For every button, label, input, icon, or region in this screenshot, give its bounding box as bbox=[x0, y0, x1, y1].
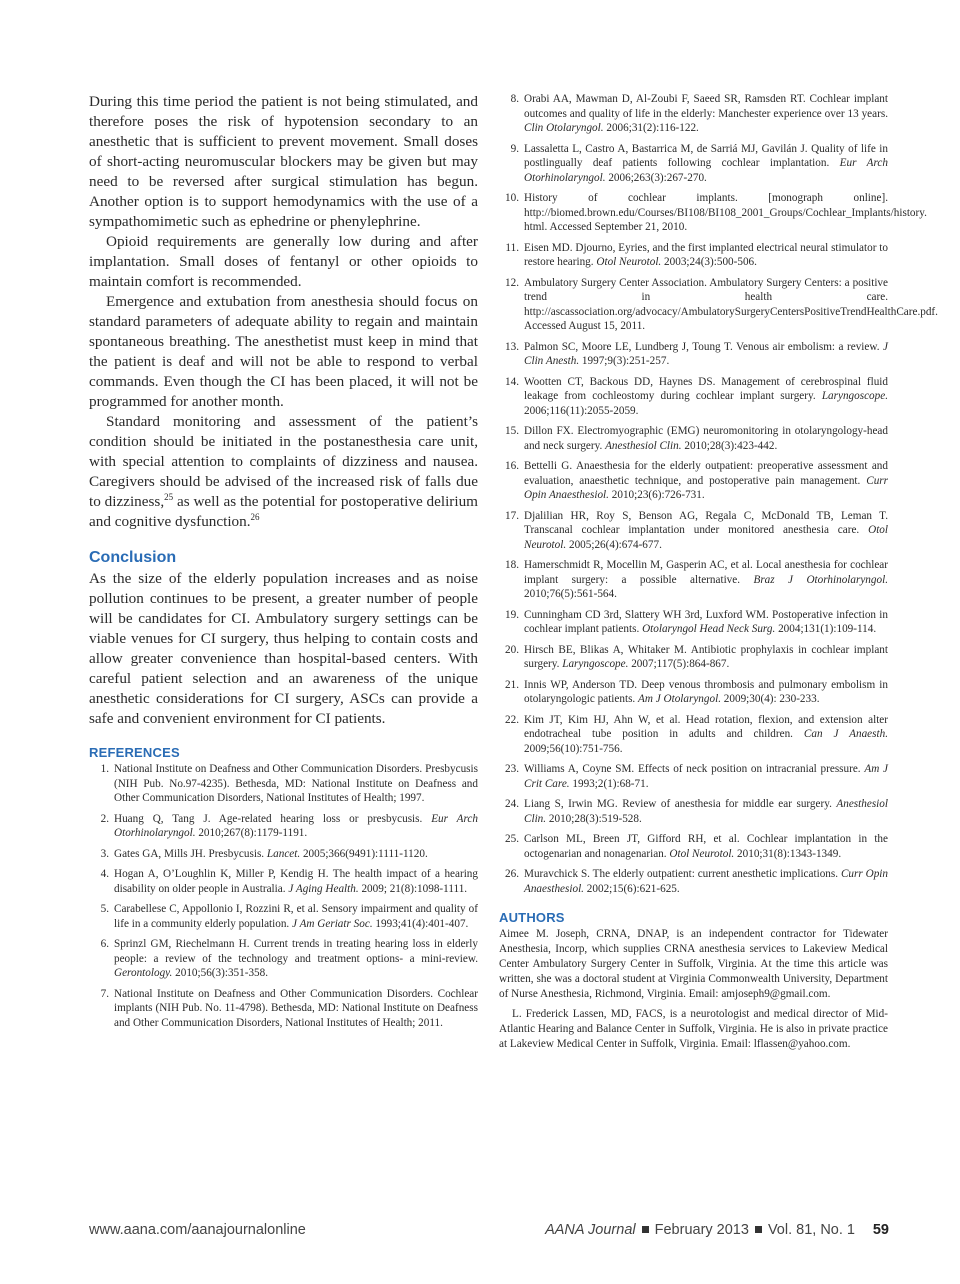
reference-number: 23. bbox=[505, 763, 519, 775]
reference-journal: Lancet. bbox=[266, 847, 301, 860]
reference-details: 1997;9(3):251-257. bbox=[579, 355, 670, 367]
reference-text: Dillon FX. Electromyographic (EMG) neuromonitoring in otolaryngology-head and neck surgery. bbox=[524, 425, 888, 452]
reference-item bbox=[499, 459, 888, 503]
reference-number: 8. bbox=[510, 93, 519, 105]
reference-text: Palmon SC, Moore LE, Lundberg J, Toung T. Venous air embolism: a review. bbox=[524, 340, 884, 353]
reference-details: 2010;28(3):423-442. bbox=[681, 439, 778, 452]
references-list-right bbox=[499, 92, 938, 896]
square-bullet-icon bbox=[755, 1226, 762, 1233]
right-column bbox=[499, 92, 938, 1057]
reference-item bbox=[89, 902, 478, 931]
reference-text: Sprinzl GM, Riechelmann H. Current trends in treating hearing loss in elderly people: a review of the technology and treatment options- a mini-review. bbox=[114, 938, 478, 965]
reference-text: Huang Q, Tang J. Age-related hearing loss or presbycusis. bbox=[114, 812, 432, 825]
reference-item bbox=[499, 191, 927, 235]
reference-journal: J Clin Anesth. bbox=[524, 340, 888, 367]
reference-details: 2004;131(1):109-114. bbox=[775, 623, 877, 635]
reference-item bbox=[499, 608, 888, 637]
reference-details: 2003;24(3):500-506. bbox=[661, 256, 757, 268]
reference-item bbox=[499, 92, 888, 136]
reference-item bbox=[499, 340, 888, 369]
body-paragraph-2: Opioid requirements are generally low during and after implantation. Small doses of fentanyl or other opioids to maintain comfort is recommended. bbox=[89, 233, 478, 290]
reference-details: 2010;28(3):519-528. bbox=[546, 812, 642, 825]
reference-number: 26. bbox=[505, 868, 519, 880]
reference-text: Orabi AA, Mawman D, Al-Zoubi F, Saeed SR, Ramsden RT. Cochlear implant outcomes and quality of life in the elderly: Manchester experience over 13 years. bbox=[524, 93, 888, 120]
issue-date: February 2013 bbox=[654, 1222, 749, 1238]
references-list-left bbox=[89, 762, 478, 1030]
reference-item bbox=[499, 241, 888, 270]
reference-number: 10. bbox=[505, 192, 519, 204]
reference-details: 2002;15(6):621-625. bbox=[583, 882, 680, 895]
reference-journal: Otol Neurotol. bbox=[669, 847, 735, 860]
reference-item bbox=[499, 276, 938, 334]
reference-text: Wootten CT, Backous DD, Haynes DS. Management of cerebrospinal fluid leakage from cochleostomy during cochlear implant surgery. bbox=[524, 375, 888, 402]
reference-text: National Institute on Deafness and Other Communication Disorders. Presbycusis (NIH Pub. No.97-4235). Bethesda, MD: National Institute on Deafness and Other Communication Disorders, National Institutes of Health; 1997. bbox=[114, 763, 478, 804]
reference-number: 3. bbox=[100, 847, 109, 860]
reference-item bbox=[89, 987, 478, 1031]
reference-text: Hirsch BE, Blikas A, Whitaker M. Antibiotic prophylaxis in cochlear implant surgery. bbox=[524, 643, 888, 670]
reference-text: Liang S, Irwin MG. Review of anesthesia for middle ear surgery. bbox=[524, 798, 837, 810]
reference-text: Hamerschmidt R, Mocellin M, Gasperin AC, et al. Local anesthesia for cochlear implant surgery: a possible alternative. bbox=[524, 559, 888, 586]
reference-journal: Otol Neurotol. bbox=[524, 524, 888, 551]
reference-text: Kim JT, Kim HJ, Ahn W, et al. Head rotation, flexion, and extension alter endotracheal tube position in adults and children. bbox=[524, 713, 888, 740]
reference-journal: Braz J Otorhinolaryngol. bbox=[753, 573, 888, 586]
reference-journal: Laryngoscope. bbox=[821, 390, 888, 402]
reference-text: Cunningham CD 3rd, Slattery WH 3rd, Luxford WM. Postoperative infection in cochlear implant patients. bbox=[524, 608, 888, 635]
reference-number: 19. bbox=[505, 608, 519, 621]
volume-number: Vol. 81, No. 1 bbox=[767, 1222, 855, 1238]
reference-details: 2007;117(5):864-867. bbox=[628, 658, 730, 670]
page-footer bbox=[89, 1222, 889, 1242]
reference-details: 2009; 21(8):1098-1111. bbox=[358, 882, 468, 895]
reference-details: 2005;26(4):674-677. bbox=[566, 538, 662, 551]
citation-25: 25 bbox=[164, 491, 174, 502]
reference-text: Carlson ML, Breen JT, Gifford RH, et al. Cochlear implantation in the octogenarian and nonagenarian. bbox=[524, 833, 888, 860]
reference-text: Muravchick S. The elderly outpatient: current anesthetic implications. bbox=[524, 868, 841, 880]
journal-citation bbox=[545, 1222, 855, 1238]
reference-text: Eisen MD. Djourno, Eyries, and the first implanted electrical neural stimulator to restore hearing. bbox=[524, 241, 888, 268]
reference-details: 2009;56(10):751-756. bbox=[524, 742, 623, 755]
reference-journal: J Am Geriatr Soc. bbox=[292, 917, 373, 930]
left-column bbox=[89, 92, 478, 1036]
page-number: 59 bbox=[872, 1222, 889, 1238]
reference-details: 2010;31(8):1343-1349. bbox=[734, 847, 842, 860]
body-paragraph-1: During this time period the patient is not being stimulated, and therefore poses the risk of hypotension secondary to an anesthetic that is sufficient to prevent movement. Small doses of short-acting neuromuscular blockers may be given but may need to be reversed after surgical stimulation has begun. Another option is to support hemodynamics with the use of a sympathomimetic such as ephedrine or phenylephrine. bbox=[89, 93, 478, 230]
reference-number: 12. bbox=[505, 276, 519, 289]
reference-item bbox=[499, 375, 888, 419]
references-heading: REFERENCES bbox=[89, 745, 180, 760]
reference-item bbox=[499, 424, 888, 453]
reference-details: 2006;116(11):2055-2059. bbox=[524, 404, 639, 417]
reference-journal: Anesthesiol Clin. bbox=[524, 798, 888, 825]
reference-number: 15. bbox=[505, 425, 519, 437]
reference-journal: Eur Arch Otorhinolaryngol. bbox=[524, 157, 888, 184]
reference-item bbox=[499, 509, 888, 553]
reference-item bbox=[499, 832, 888, 861]
reference-journal: Can J Anaesth. bbox=[803, 728, 888, 740]
reference-journal: Curr Opin Anaesthesiol. bbox=[524, 474, 888, 501]
reference-text: Lassaletta L, Castro A, Bastarrica M, de Sarriá MJ, Gavilán J. Quality of life in postlingually deaf patients following cochlear implantation. bbox=[524, 142, 888, 169]
reference-text: Djalilian HR, Roy S, Benson AG, Regala C, McDonald TB, Leman T. Transcanal cochlear implantation under monitored anesthesia care. bbox=[524, 509, 888, 536]
reference-text: Carabellese C, Appollonio I, Rozzini R, et al. Sensory impairment and quality of life in a community elderly population. bbox=[114, 903, 478, 930]
reference-number: 20. bbox=[505, 643, 519, 656]
reference-details: 2010;267(8):1179-1191. bbox=[195, 827, 308, 839]
reference-journal: Curr Opin Anaesthesiol. bbox=[524, 868, 888, 895]
reference-item bbox=[499, 643, 888, 672]
reference-item bbox=[499, 867, 888, 896]
reference-text: Bettelli G. Anaesthesia for the elderly outpatient: preoperative assessment and evaluation, anaesthetic technique, and postoperative pain management. bbox=[524, 460, 888, 487]
body-paragraph-3: Emergence and extubation from anesthesia should focus on standard parameters of adequate ability to regain and maintain spontaneous breathing. The anesthetist must keep in mind that the patient is deaf and will not be able to respond to verbal commands. Even though the CI has been placed, it will not be programmed for another month. bbox=[89, 293, 478, 410]
reference-number: 16. bbox=[505, 460, 519, 472]
reference-journal: Anesthesiol Clin. bbox=[605, 439, 682, 452]
reference-number: 14. bbox=[505, 375, 519, 388]
reference-item bbox=[499, 713, 888, 757]
body-paragraph-4 bbox=[89, 412, 478, 532]
authors-heading: AUTHORS bbox=[499, 910, 565, 925]
reference-details: 2010;23(6):726-731. bbox=[608, 489, 705, 501]
reference-text: Ambulatory Surgery Center Association. Ambulatory Surgery Centers: a positive trend in health care. http://ascassociation.org/advocacy/AmbulatorySurgeryCentersPositiveTrendHealthCare.pdf. Accessed August 15, 2011. bbox=[524, 276, 938, 332]
reference-details: 2010;56(3):351-358. bbox=[172, 967, 269, 979]
journal-name: AANA Journal bbox=[545, 1222, 636, 1238]
reference-text: Williams A, Coyne SM. Effects of neck position on intracranial pressure. bbox=[524, 763, 865, 775]
reference-item bbox=[499, 558, 888, 602]
reference-journal: Am J Otolaryngol. bbox=[638, 693, 721, 705]
square-bullet-icon bbox=[642, 1226, 649, 1233]
reference-item bbox=[89, 847, 478, 862]
reference-number: 2. bbox=[100, 812, 109, 825]
reference-item bbox=[89, 937, 478, 981]
citation-26: 26 bbox=[250, 511, 260, 522]
reference-item bbox=[89, 812, 478, 841]
reference-number: 11. bbox=[505, 241, 519, 254]
reference-details: 2010;76(5):561-564. bbox=[524, 588, 617, 600]
reference-details: 2009;30(4): 230-233. bbox=[721, 693, 820, 705]
journal-url-link[interactable]: www.aana.com/aanajournalonline bbox=[89, 1222, 306, 1238]
author-bio-1: Aimee M. Joseph, CRNA, DNAP, is an independent contractor for Tidewater Anesthesia, Incorp, which supplies CRNA anesthesia services to Lakeview Medical Center Ambulatory Surgery Center in Suffolk, Virginia. At the time this article was written, she was a doctoral student at Virginia Commonwealth University, Department of Nurse Anesthesia, Richmond, Virginia. Email: amjoseph9@gmail.com. bbox=[499, 928, 888, 1000]
reference-details: 1993;41(4):401-407. bbox=[372, 917, 469, 930]
conclusion-text: As the size of the elderly population increases and as noise pollution continues to be present, a greater number of people will be candidates for CI. Ambulatory surgery settings can be viable venues for CI surgery, thus helping to contain costs and allow greater convenience than hospital-based centers. With careful patient selection and an awareness of the unique anesthetic considerations for CI surgery, ASCs can provide a safe and convenient environment for CI patients. bbox=[89, 570, 478, 727]
reference-item bbox=[89, 762, 478, 806]
reference-text: Innis WP, Anderson TD. Deep venous thrombosis and pulmonary embolism in otolaryngologic patients. bbox=[524, 678, 888, 705]
reference-journal: Eur Arch Otorhinolaryngol. bbox=[114, 812, 478, 839]
reference-number: 9. bbox=[510, 142, 519, 155]
reference-journal: J Aging Health. bbox=[288, 882, 359, 895]
reference-number: 5. bbox=[100, 903, 109, 915]
reference-item bbox=[499, 762, 888, 791]
reference-text: Gates GA, Mills JH. Presbycusis. bbox=[114, 847, 267, 860]
reference-number: 18. bbox=[505, 559, 519, 571]
reference-journal: Am J Crit Care. bbox=[524, 763, 888, 790]
reference-item bbox=[89, 867, 478, 896]
reference-number: 4. bbox=[100, 868, 109, 880]
reference-journal: Laryngoscope. bbox=[562, 658, 629, 670]
author-bio-2: L. Frederick Lassen, MD, FACS, is a neurotologist and medical director of Mid-Atlantic Hearing and Balance Center in Suffolk, Virginia. He is also in private practice at Lakeview Medical Center in Suffolk, Virginia. Email: lflassen@yahoo.com. bbox=[499, 1008, 888, 1050]
reference-details: 2005;366(9491):1111-1120. bbox=[300, 847, 428, 860]
body-paragraph-4-cont: as well as the potential for postoperative delirium and cognitive dysfunction. bbox=[89, 493, 478, 530]
reference-details: 2006;31(2):116-122. bbox=[603, 122, 699, 134]
reference-number: 1. bbox=[100, 763, 109, 775]
reference-number: 25. bbox=[505, 833, 519, 845]
reference-item bbox=[499, 678, 888, 707]
reference-number: 17. bbox=[505, 509, 519, 522]
reference-number: 6. bbox=[100, 938, 109, 950]
reference-text: History of cochlear implants. [monograph online]. http://biomed.brown.edu/Courses/BI108/BI108_2001_Groups/Cochlear_Implants/history. html. Accessed September 21, 2010. bbox=[524, 192, 927, 233]
reference-number: 7. bbox=[100, 987, 109, 1000]
reference-journal: Otolaryngol Head Neck Surg. bbox=[642, 623, 776, 635]
conclusion-heading: Conclusion bbox=[89, 549, 177, 566]
reference-text: National Institute on Deafness and Other Communication Disorders. Cochlear implants (NIH Pub. No. 11-4798). Bethesda, MD: National Institute on Deafness and Other Communication Disorders, National Institutes of Health; 2011. bbox=[114, 987, 478, 1029]
reference-number: 21. bbox=[505, 678, 519, 691]
reference-journal: Otol Neurotol. bbox=[596, 256, 662, 268]
reference-journal: Gerontology. bbox=[114, 967, 173, 979]
reference-text: Hogan A, O’Loughlin K, Miller P, Kendig H. The health impact of a hearing disability on older people in Australia. bbox=[114, 868, 478, 895]
reference-details: 2006;263(3):267-270. bbox=[605, 171, 707, 184]
body-paragraph-4-text: Standard monitoring and assessment of the patient’s condition should be initiated in the postanesthesia care unit, with special attention to complaints of dizziness and nausea. Caregivers should be advised of the increased risk of falls due to dizziness, bbox=[89, 413, 478, 510]
reference-number: 22. bbox=[505, 713, 519, 726]
reference-journal: Clin Otolaryngol. bbox=[524, 122, 604, 134]
reference-number: 24. bbox=[505, 798, 519, 810]
reference-number: 13. bbox=[505, 340, 519, 353]
reference-item bbox=[499, 797, 888, 826]
reference-item bbox=[499, 142, 888, 186]
reference-details: 1993;2(1):68-71. bbox=[569, 777, 649, 790]
